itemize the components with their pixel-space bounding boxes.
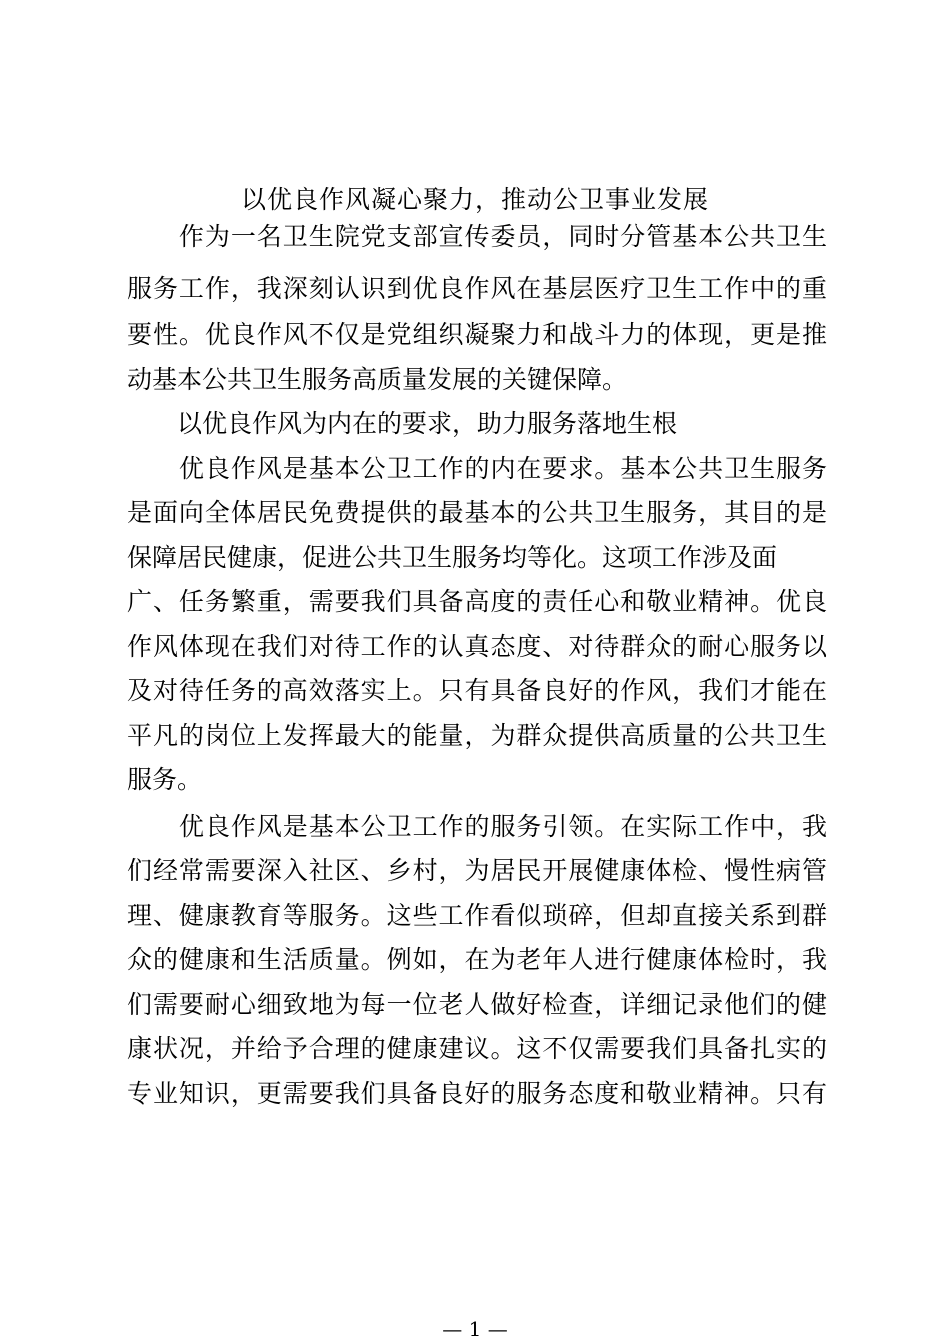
text-line: 优良作风是基本公卫工作的内在要求。基本公共卫生服务 [127,454,827,483]
page-number: — 1 — [442,1317,508,1341]
text-line: 众的健康和生活质量。例如，在为老年人进行健康体检时，我 [127,945,827,974]
text-line: 广、任务繁重，需要我们具备高度的责任心和敬业精神。优良 [127,587,827,616]
text-line: 理、健康教育等服务。这些工作看似琐碎，但却直接关系到群 [127,901,827,930]
text-line: 及对待任务的高效落实上。只有具备良好的作风，我们才能在 [127,676,827,705]
text-line: 是面向全体居民免费提供的最基本的公共卫生服务，其目的是 [127,498,827,527]
text-line: 服务工作，我深刻认识到优良作风在基层医疗卫生工作中的重 [127,274,827,303]
text-line: 作为一名卫生院党支部宣传委员，同时分管基本公共卫生 [127,222,827,251]
text-line: 们经常需要深入社区、乡村，为居民开展健康体检、慢性病管 [127,856,827,885]
text-line: 康状况，并给予合理的健康建议。这不仅需要我们具备扎实的 [127,1034,827,1063]
section-heading: 以优良作风为内在的要求，助力服务落地生根 [127,409,678,438]
text-line: 要性。优良作风不仅是党组织凝聚力和战斗力的体现，更是推 [127,320,827,349]
document-title: 以优良作风凝心聚力，推动公卫事业发展 [240,185,709,214]
text-line: 服务。 [127,765,203,794]
text-line: 平凡的岗位上发挥最大的能量，为群众提供高质量的公共卫生 [127,721,827,750]
text-line: 作风体现在我们对待工作的认真态度、对待群众的耐心服务以 [127,632,827,661]
text-line: 保障居民健康，促进公共卫生服务均等化。这项工作涉及面 [127,543,778,572]
text-line: 们需要耐心细致地为每一位老人做好检查，详细记录他们的健 [127,990,827,1019]
text-line: 优良作风是基本公卫工作的服务引领。在实际工作中，我 [127,812,827,841]
text-line: 动基本公共卫生服务高质量发展的关键保障。 [127,365,628,394]
text-line: 专业知识，更需要我们具备良好的服务态度和敬业精神。只有 [127,1079,827,1108]
